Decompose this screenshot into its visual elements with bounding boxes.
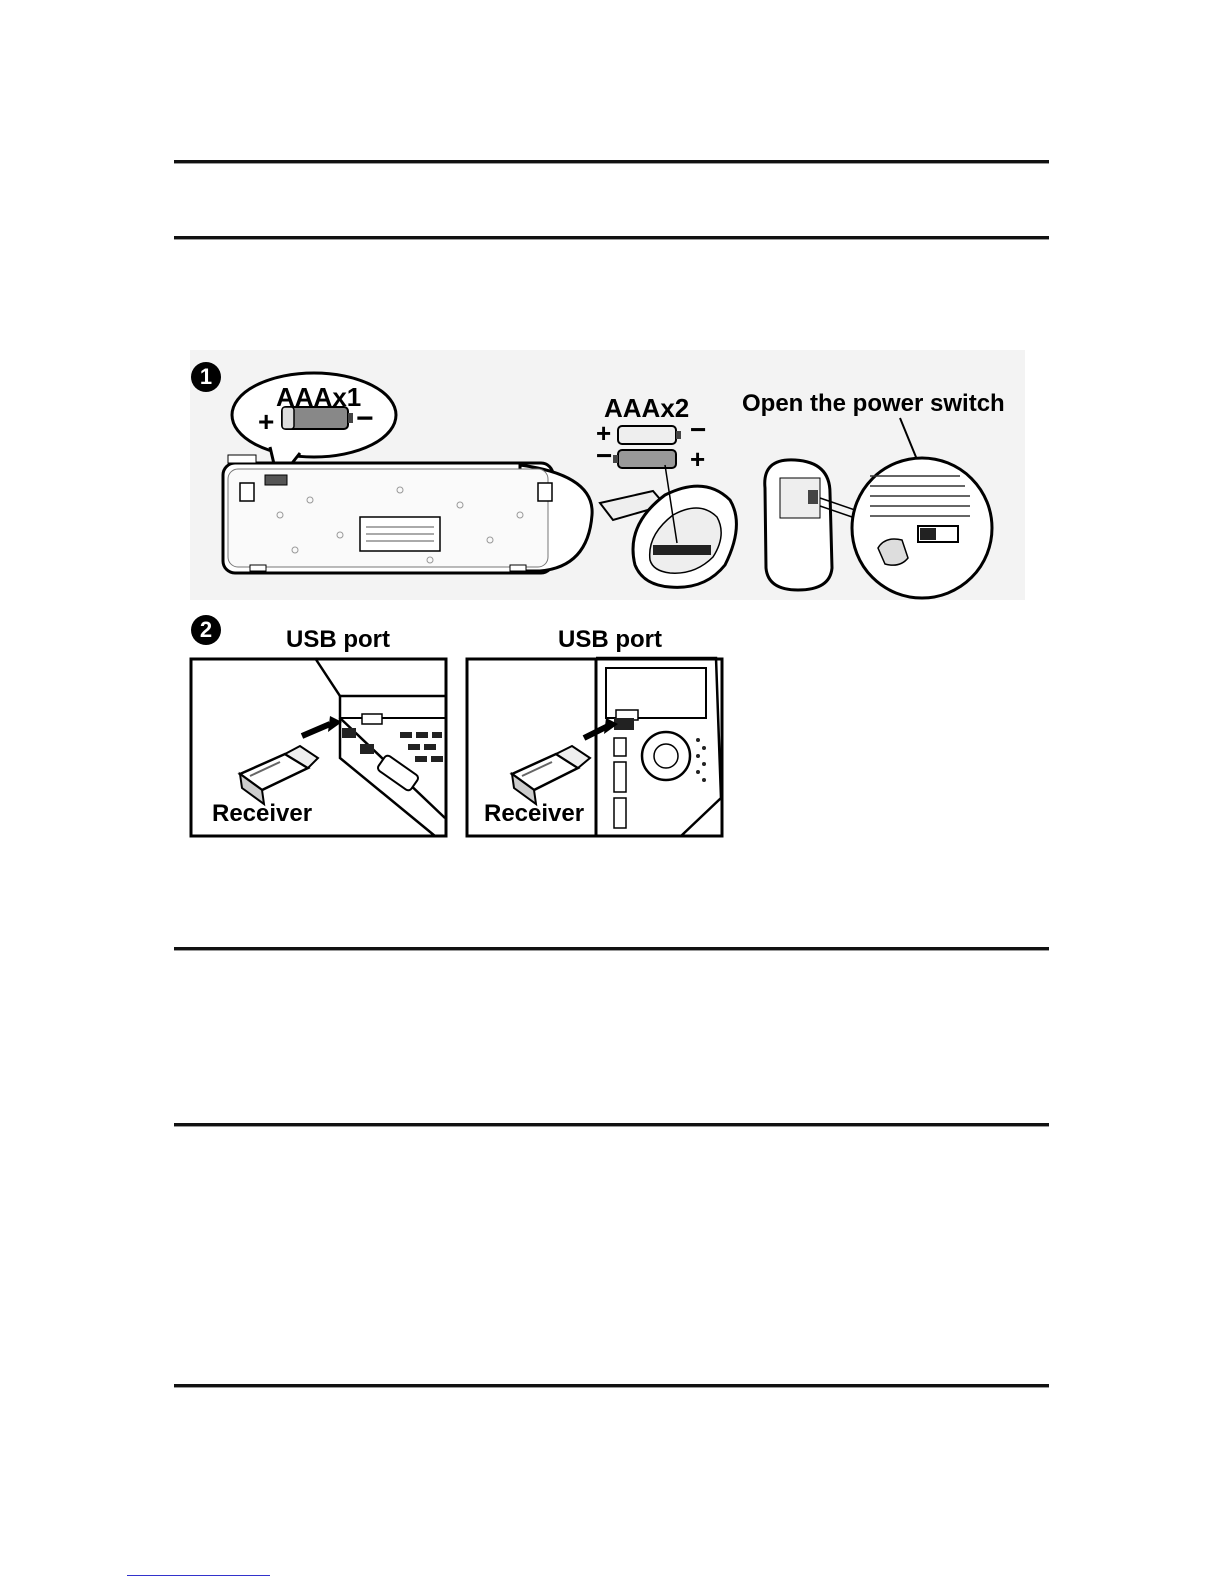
power-switch-label: Open the power switch <box>742 390 1005 417</box>
desktop-usb-port-label: USB port <box>558 626 662 653</box>
keyboard-battery-minus: − <box>356 402 374 435</box>
mouse-battery-minus-top: − <box>690 414 707 445</box>
keyboard-battery-plus: + <box>258 406 275 437</box>
mouse-open-underside <box>595 465 750 595</box>
middle-rule-2 <box>174 1123 1049 1127</box>
bottom-rule <box>174 1384 1049 1388</box>
keyboard-battery-label: AAAx1 <box>276 382 362 412</box>
laptop-usb-port-label: USB port <box>286 626 390 653</box>
top-rule-1 <box>174 160 1049 164</box>
mouse-battery-label: AAAx2 <box>604 393 690 423</box>
laptop-receiver-label: Receiver <box>212 800 313 827</box>
footer-link-underline <box>127 1575 270 1576</box>
desktop-receiver-label: Receiver <box>484 800 585 827</box>
step2-number-badge: 2 <box>191 615 221 645</box>
mouse-battery-plus-top: + <box>596 418 612 448</box>
top-rule-2 <box>174 236 1049 240</box>
middle-rule-1 <box>174 947 1049 951</box>
mouse-battery-minus-bottom: − <box>596 440 613 471</box>
keyboard-underside <box>220 455 600 580</box>
mouse-battery-plus-bottom: + <box>690 444 706 474</box>
mouse-power-switch <box>760 418 1000 593</box>
step1-number-badge: 1 <box>191 362 221 392</box>
